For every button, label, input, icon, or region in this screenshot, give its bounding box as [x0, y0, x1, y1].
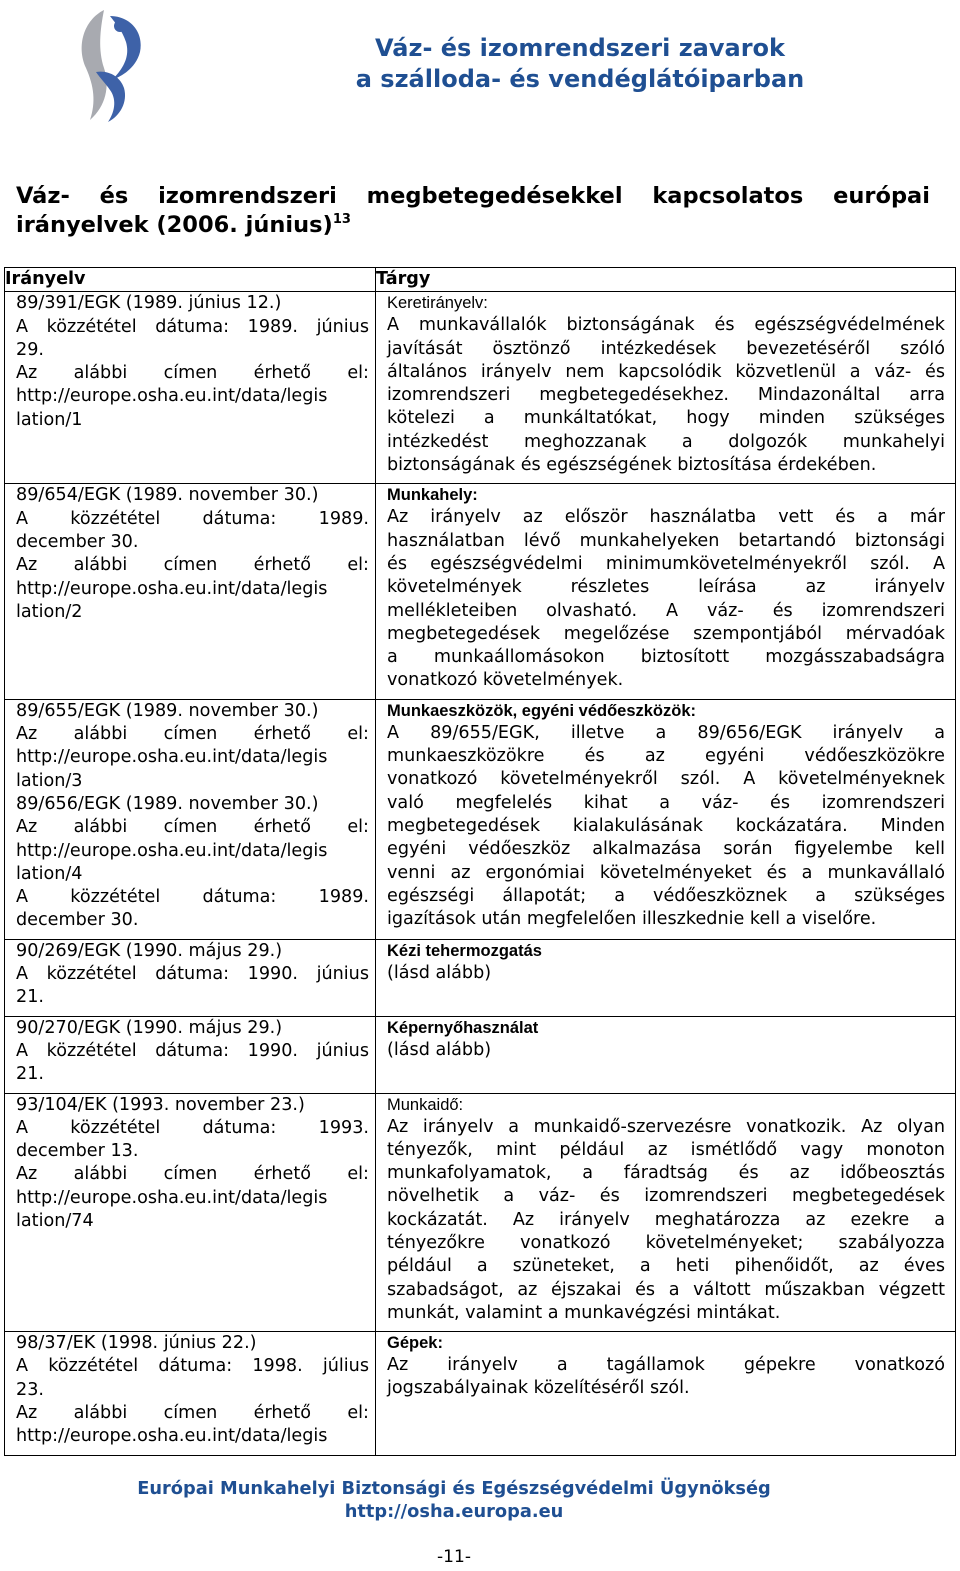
header-title-line-2: a szálloda- és vendéglátóiparban: [355, 65, 805, 93]
directive-line: 90/270/EGK (1990. május 29.): [16, 1017, 283, 1038]
directive-line: http://europe.osha.eu.int/data/legis: [16, 747, 328, 768]
subject-line: megbetegedések megelőzése szempontjából mérvadóak: [387, 623, 945, 644]
subject-line: való megfelelés kihat a váz- és izomrendszeri: [387, 792, 945, 813]
subject-heading: Munkahely:: [387, 486, 478, 505]
directive-cell: [5, 1332, 376, 1455]
subject-line: tényezőkre vonatkozó követelményeket; szabályozza: [387, 1232, 945, 1253]
directive-line: december 30.: [16, 531, 139, 552]
subject-line: venni az ergonómiai követelményeket és a munkavállaló: [387, 862, 945, 883]
directives-table: [4, 267, 956, 1456]
directive-line: december 13.: [16, 1141, 139, 1162]
subject-line: jogszabályainak közelítéséről szól.: [387, 1378, 690, 1399]
directive-line: Az alábbi címen érhető el:: [16, 1403, 369, 1424]
subject-cell: [376, 1332, 956, 1455]
directive-line: A közzététel dátuma: 1989.: [16, 508, 369, 529]
title-word: izomrendszeri: [158, 183, 337, 209]
subject-line: és egészségvédelmi minimumkövetelményekről szól. A: [387, 553, 945, 574]
subject-line: javítását ösztönző intézkedések bevezetéséről szóló: [387, 338, 945, 359]
footnote-marker: 13: [332, 212, 351, 227]
table-row: [5, 484, 956, 699]
directive-line: 21.: [16, 987, 44, 1008]
directive-line: 89/654/EGK (1989. november 30.): [16, 485, 319, 506]
subject-line: Az irányelv az először használatba vett és a már: [387, 507, 945, 528]
directive-cell: [5, 939, 376, 1016]
title-word: kapcsolatos: [652, 183, 804, 209]
directive-cell: [5, 292, 376, 484]
directive-line: A közzététel dátuma: 1989. június: [16, 316, 369, 337]
directive-line: A közzététel dátuma: 1990. június: [16, 964, 369, 985]
directive-line: A közzététel dátuma: 1990. június: [16, 1040, 369, 1061]
page-header: [0, 0, 960, 140]
subject-heading: Gépek:: [387, 1334, 443, 1353]
subject-line: kötelezi a munkáltatókat, hogy minden szükséges: [387, 408, 945, 429]
directive-cell: [5, 1093, 376, 1332]
directive-line: 89/655/EGK (1989. november 30.): [16, 700, 319, 721]
subject-line: Az irányelv a tagállamok gépekre vonatkozó: [387, 1355, 945, 1376]
subject-line: vonatkozó követelményekről szól. A követelményeknek: [387, 769, 945, 790]
directive-line: 21.: [16, 1064, 44, 1085]
subject-line: használatban lévő munkahelyeken betartandó biztonsági: [387, 530, 945, 551]
subject-line: követelmények részletes leírása az irányelv: [387, 577, 945, 598]
directive-cell: [5, 699, 376, 939]
directive-line: http://europe.osha.eu.int/data/legis: [16, 1187, 328, 1208]
subject-line: növelhetik a váz- és izomrendszeri megbetegedések: [387, 1186, 945, 1207]
subject-cell: [376, 939, 956, 1016]
directive-line: http://europe.osha.eu.int/data/legis: [16, 840, 328, 861]
subject-cell: [376, 699, 956, 939]
directive-line: lation/1: [16, 409, 83, 430]
subject-line: megbetegedések kialakulásának kockázatára. Minden: [387, 815, 945, 836]
directive-line: Az alábbi címen érhető el:: [16, 363, 369, 384]
subject-line: (lásd alább): [387, 962, 492, 983]
directive-cell: [5, 484, 376, 699]
table-row: [5, 939, 956, 1016]
directive-line: december 30.: [16, 910, 139, 931]
column-header-subject: Tárgy: [376, 268, 956, 292]
header-title-line-1: Váz- és izomrendszeri zavarok: [375, 34, 785, 62]
directive-line: http://europe.osha.eu.int/data/legis: [16, 386, 328, 407]
subject-line: mellékleteiben olvasható. A váz- és izomrendszeri: [387, 600, 945, 621]
page-footer: [0, 1477, 908, 1523]
table-row: [5, 1093, 956, 1332]
directive-line: 98/37/EK (1998. június 22.): [16, 1333, 257, 1354]
header-title: [300, 33, 860, 95]
directive-line: lation/4: [16, 863, 83, 884]
directive-cell: [5, 1016, 376, 1093]
directive-line: A közzététel dátuma: 1989.: [16, 887, 369, 908]
subject-line: vonatkozó követelmények.: [387, 670, 624, 691]
directive-line: 89/391/EGK (1989. június 12.): [16, 293, 282, 314]
table-header-row: [5, 268, 956, 292]
table-row: [5, 699, 956, 939]
subject-line: kockázatát. Az irányelv meghatározza az ezekre a: [387, 1209, 945, 1230]
directive-line: Az alábbi címen érhető el:: [16, 724, 369, 745]
subject-line: A 89/655/EGK, illetve a 89/656/EGK irányelv a: [387, 722, 945, 743]
subject-line: igazítások után megfelelően illeszkednie kell a viselőre.: [387, 909, 877, 930]
page-number: -11-: [437, 1547, 471, 1567]
subject-heading: Munkaidő:: [387, 1095, 464, 1114]
subject-cell: [376, 484, 956, 699]
subject-cell: [376, 1093, 956, 1332]
directive-line: 90/269/EGK (1990. május 29.): [16, 940, 283, 961]
directive-line: 93/104/EK (1993. november 23.): [16, 1094, 305, 1115]
subject-line: a munkaállomásokon biztosított mozgásszabadságra: [387, 647, 945, 668]
directive-line: 23.: [16, 1379, 44, 1400]
subject-cell: [376, 292, 956, 484]
footer-agency: Európai Munkahelyi Biztonsági és Egészségvédelmi Ügynökség: [137, 1478, 771, 1499]
subject-heading: Képernyőhasználat: [387, 1018, 539, 1037]
directive-line: Az alábbi címen érhető el:: [16, 817, 369, 838]
directive-line: http://europe.osha.eu.int/data/legis: [16, 1426, 328, 1447]
table-row: [5, 1016, 956, 1093]
directive-line: http://europe.osha.eu.int/data/legis: [16, 578, 328, 599]
subject-line: Az irányelv a munkaidő-szervezésre vonatkozik. Az olyan: [387, 1116, 945, 1137]
subject-line: A munkavállalók biztonságának és egészségvédelmének: [387, 315, 945, 336]
directive-line: 29.: [16, 339, 44, 360]
subject-line: szabadságot, az éjszakai és a váltott műszakban végzett: [387, 1279, 945, 1300]
subject-line: például a szüneteket, a heti pihenőidőt, az éves: [387, 1256, 945, 1277]
subject-line: munkaeszközökre és az egyéni védőeszközökre: [387, 746, 945, 767]
title-word: Váz-: [16, 183, 70, 209]
document-title-line-1: [16, 182, 930, 211]
subject-line: biztonságának és egészségének biztosítása érdekében.: [387, 455, 877, 476]
table-row: [5, 292, 956, 484]
agency-logo: [66, 6, 150, 124]
title-text: irányelvek (2006. június): [16, 212, 333, 238]
directive-line: A közzététel dátuma: 1998. július: [16, 1356, 369, 1377]
title-word: európai: [833, 183, 930, 209]
directive-line: Az alábbi címen érhető el:: [16, 1164, 369, 1185]
column-header-directive: Irányelv: [5, 268, 376, 292]
subject-heading: Kézi tehermozgatás: [387, 941, 542, 960]
footer-url[interactable]: http://osha.europa.eu: [344, 1501, 564, 1522]
title-word: és: [99, 183, 129, 209]
directive-line: A közzététel dátuma: 1993.: [16, 1117, 369, 1138]
subject-line: általános irányelv nem kapcsolódik közvetlenül a váz- és: [387, 361, 945, 382]
title-word: megbetegedésekkel: [366, 183, 623, 209]
subject-heading: Keretirányelv:: [387, 294, 488, 313]
subject-line: tényezők, mint például az ismétlődő vagy monoton: [387, 1139, 945, 1160]
subject-line: intézkedést meghozzanak a dolgozók munkahelyi: [387, 431, 945, 452]
directive-line: lation/2: [16, 601, 83, 622]
subject-line: (lásd alább): [387, 1039, 492, 1060]
directive-line: lation/74: [16, 1210, 94, 1231]
document-title-line-2: [16, 211, 930, 240]
table-row: [5, 1332, 956, 1455]
subject-line: izomrendszeri megbetegedésekhez. Mindazonáltal arra: [387, 385, 945, 406]
directive-line: lation/3: [16, 770, 83, 791]
subject-line: egészségi állapotát; a védőeszköznek a szükséges: [387, 885, 945, 906]
subject-line: egyéni védőeszköz alkalmazása során figyelembe kell: [387, 839, 945, 860]
directive-line: 89/656/EGK (1989. november 30.): [16, 793, 319, 814]
document-title: [16, 182, 930, 240]
subject-line: munkát, valamint a munkavégzési mintákat.: [387, 1302, 781, 1323]
subject-heading: Munkaeszközök, egyéni védőeszközök:: [387, 701, 697, 720]
subject-line: munkafolyamatok, a fáradtság és az időbeosztás: [387, 1163, 945, 1184]
directive-line: Az alábbi címen érhető el:: [16, 555, 369, 576]
subject-cell: [376, 1016, 956, 1093]
